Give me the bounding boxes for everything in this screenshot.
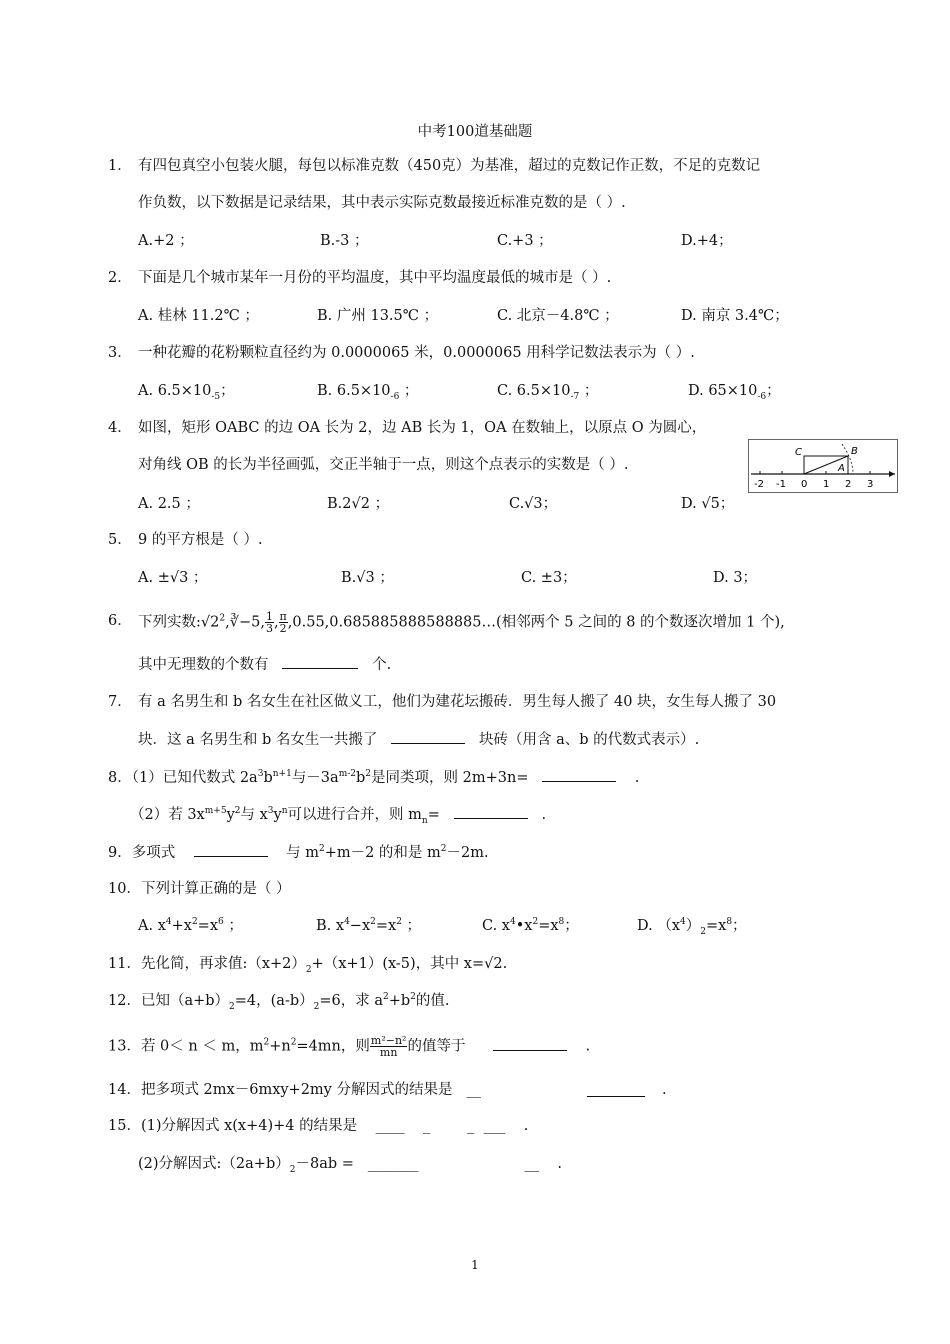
q7-text-line1: 有 a 名男生和 b 名女生在社区做义工，他们为建花坛搬砖．男生每人搬了 40 块，女生每人搬了 30 xyxy=(138,694,777,710)
q4-option-c: C.√3； xyxy=(509,496,558,512)
q15-part1: 15．(1)分解因式 x(x+4)+4 的结果是 ____ _ _ ___ . xyxy=(108,1118,529,1134)
q5-text: 9 的平方根是（ ）. xyxy=(138,532,263,548)
q2-option-d: D. 南京 3.4℃； xyxy=(681,308,789,324)
q14-end: . xyxy=(662,1082,667,1098)
q11: 11．先化简，再求值$:(x+2)_2+(x+1)(x-5)$，其中 x=√2. xyxy=(108,956,508,975)
q4-option-a: A. 2.5 ； xyxy=(138,496,200,512)
q6-answer-blank[interactable] xyxy=(282,654,358,669)
q4-option-b: B.2√2 ； xyxy=(327,496,390,512)
q1-option-a: A.+2 ； xyxy=(138,233,194,249)
q3-option-b: B. $6.5\times 10_{-6}$ ； xyxy=(317,383,419,402)
q14-answer-blank[interactable] xyxy=(587,1082,645,1097)
q5-number: 5． xyxy=(108,532,132,548)
q9-answer-blank[interactable] xyxy=(194,842,268,857)
q5-option-c: C. ±3； xyxy=(521,570,577,586)
q4-figure-number-line xyxy=(748,439,898,493)
q10-option-d: D. $(x^4)_2=x^8$； xyxy=(637,917,747,937)
q2-option-b: B. 广州 13.5℃ ； xyxy=(317,308,439,324)
q6-fraction-pi-half: $\frac{\pi}{2}$ xyxy=(279,610,287,635)
q7-number: 7． xyxy=(108,694,132,710)
q6-fraction-one-third: $\frac{1}{3}$ xyxy=(265,610,273,635)
page-number: 1 xyxy=(471,1258,479,1272)
q2-option-c: C. 北京－4.8℃ ； xyxy=(497,308,619,324)
label-c: C xyxy=(795,447,802,458)
tick-neg2: -2 xyxy=(754,479,764,490)
q3-text: 一种花瓣的花粉颗粒直径约为 0.0000065 米，0.0000065 用科学记数法表示为（ ）. xyxy=(138,345,695,361)
q2-text: 下面是几个城市某年一月份的平均温度，其中平均温度最低的城市是（ ）. xyxy=(138,270,612,286)
q10-option-c: C. $x^4•x^2=x^8$； xyxy=(482,917,579,934)
q8-part1-blank[interactable] xyxy=(542,767,616,782)
q10-option-b: B. $x^4-x^2=x^2$ ； xyxy=(316,917,422,934)
q10: 10．下列计算正确的是（ ） xyxy=(108,881,291,897)
q4-text-line2: 对角线 OB 的长为半径画弧，交正半轴于一点，则这个点表示的实数是（ ）. xyxy=(138,457,629,473)
q9: 9．多项式 与 $m^2+m-2$ 的和是 $m^2-2m$. xyxy=(108,842,489,863)
tick-3: 3 xyxy=(867,479,874,490)
q15-part2: (2)分解因式$:(2a+b)_2-8ab$ = _______ __ . xyxy=(138,1156,563,1175)
q14: 14．把多项式 2mx－6mxy+2my 分解因式的结果是 __ xyxy=(108,1082,481,1098)
q1-option-d: D.+4； xyxy=(681,233,733,249)
q2-number: 2． xyxy=(108,270,132,286)
tick-0: 0 xyxy=(801,479,808,490)
q5-option-d: D. 3； xyxy=(713,570,758,586)
q1-option-b: B.-3 ； xyxy=(320,233,369,249)
q6-number: 6． xyxy=(108,613,132,629)
q13: 13．若 0＜ n ＜ m，$m^2+n^2=4mn$，则 $\frac{\text{m²−n²}}{mn}$ 的值等于 . xyxy=(108,1034,591,1059)
q4-text-line1: 如图，矩形 OABC 的边 OA 长为 2，边 AB 长为 1，OA 在数轴上，以原点 O 为圆心， xyxy=(138,420,707,436)
label-a: A xyxy=(838,463,845,474)
tick-neg1: -1 xyxy=(776,479,786,490)
q5-option-b: B.√3 ； xyxy=(341,570,394,586)
q8-part2-blank[interactable] xyxy=(454,804,528,819)
q10-option-a: A. $x^4+x^2=x^6$ ； xyxy=(138,917,243,934)
q3-option-c: C. $6.5\times 10_{-7}$ ； xyxy=(497,383,599,402)
q4-option-d: D. √5； xyxy=(681,496,735,512)
q8-part2: （2）若 $3x^{m+5}y^2$与 $x^3y^n$可以进行合并，则 $m_n=$ . xyxy=(130,804,546,825)
q1-text-line2: 作负数，以下数据是记录结果，其中表示实际克数最接近标准克数的是（ ）. xyxy=(138,195,626,211)
q13-fraction: $\frac{\text{m²−n²}}{mn}$ xyxy=(370,1034,407,1059)
tick-2: 2 xyxy=(845,479,852,490)
q6-text-line1: 下列实数$:√2^2,∛-5$, $\frac{1}{3}$ , $\frac{\pi}{2}$ ,0.55,0.685885888588885…(相邻两个 5 之间的 8 的个数逐次增加 1 个), xyxy=(138,610,785,635)
q7-answer-blank[interactable] xyxy=(391,729,465,744)
q7-text-line2: 块．这 a 名男生和 b 名女生一共搬了 块砖（用含 a、b 的代数式表示）. xyxy=(138,729,699,750)
number-line-arrow xyxy=(889,471,895,477)
q1-text-line1: 有四包真空小包装火腿，每包以标准克数（450克）为基准，超过的克数记作正数，不足的克数记 xyxy=(138,158,761,174)
q1-option-c: C.+3 ； xyxy=(497,233,553,249)
q1-number: 1． xyxy=(108,158,132,174)
q12: 12．已知$(a+b)_2=4$，$(a-b)_2=6$，求 $a^2+b^2$的值. xyxy=(108,992,450,1012)
q3-option-a: A. $6.5\times 10_{-5}$； xyxy=(138,383,235,402)
q13-answer-blank[interactable] xyxy=(493,1036,567,1051)
label-b: B xyxy=(851,446,858,457)
q6-text-line2: 其中无理数的个数有 个. xyxy=(138,654,391,675)
q5-option-a: A. ±√3 ； xyxy=(138,570,208,586)
q3-number: 3． xyxy=(108,345,132,361)
q8-part1: 8．（1）已知代数式 $2a^3b^{n+1}$与$-3a^{m-2}b^2$是同类项，则 2m+3n= . xyxy=(108,767,639,788)
q3-option-d: D. $65\times 10_{-6}$； xyxy=(688,383,781,402)
document-title: 中考100道基础题 xyxy=(417,124,533,140)
q4-number: 4． xyxy=(108,420,132,436)
q2-option-a: A. 桂林 11.2℃ ； xyxy=(138,308,259,324)
tick-1: 1 xyxy=(823,479,830,490)
